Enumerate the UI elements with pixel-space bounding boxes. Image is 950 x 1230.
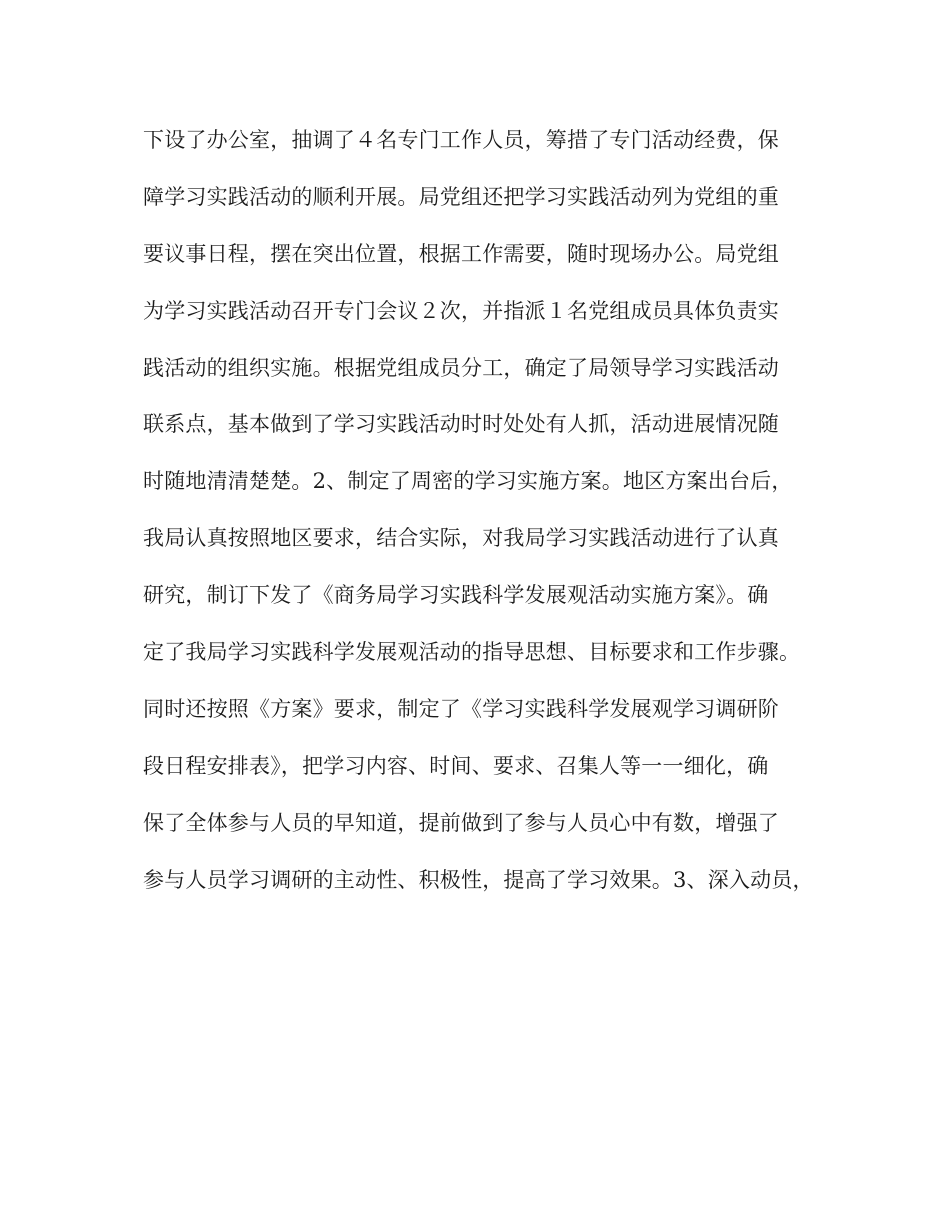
- text-line-13: 保了全体参与人员的早知道，提前做到了参与人员心中有数，增强了: [143, 810, 779, 835]
- text-line-4: 为学习实践活动召开专门会议２次，并指派１名党组成员具体负责实: [143, 298, 779, 323]
- text-line-12: 段日程安排表》，把学习内容、时间、要求、召集人等一一细化，确: [143, 753, 769, 778]
- text-line-3: 要议事日程，摆在突出位置，根据工作需要，随时现场办公。局党组: [143, 241, 779, 266]
- body-text: [143, 128, 833, 924]
- text-line-9: 研究，制订下发了《商务局学习实践科学发展观活动实施方案》。确: [143, 583, 769, 608]
- text-line-7: 时随地清清楚楚。2、制定了周密的学习实施方案。地区方案出台后，: [143, 469, 793, 494]
- text-line-14: 参与人员学习调研的主动性、积极性，提高了学习效果。3、深入动员，: [143, 867, 814, 892]
- text-line-6: 联系点，基本做到了学习实践活动时时处处有人抓，活动进展情况随: [143, 412, 779, 437]
- text-line-5: 践活动的组织实施。根据党组成员分工，确定了局领导学习实践活动: [143, 355, 779, 380]
- text-line-8: 我局认真按照地区要求，结合实际，对我局学习实践活动进行了认真: [143, 526, 779, 551]
- text-line-11: 同时还按照《方案》要求，制定了《学习实践科学发展观学习调研阶: [143, 696, 779, 721]
- text-line-1: 下设了办公室，抽调了４名专门工作人员，筹措了专门活动经费，保: [143, 128, 779, 152]
- text-line-10: 定了我局学习实践科学发展观活动的指导思想、目标要求和工作步骤。: [143, 640, 801, 665]
- text-line-2: 障学习实践活动的顺利开展。局党组还把学习实践活动列为党组的重: [143, 184, 779, 209]
